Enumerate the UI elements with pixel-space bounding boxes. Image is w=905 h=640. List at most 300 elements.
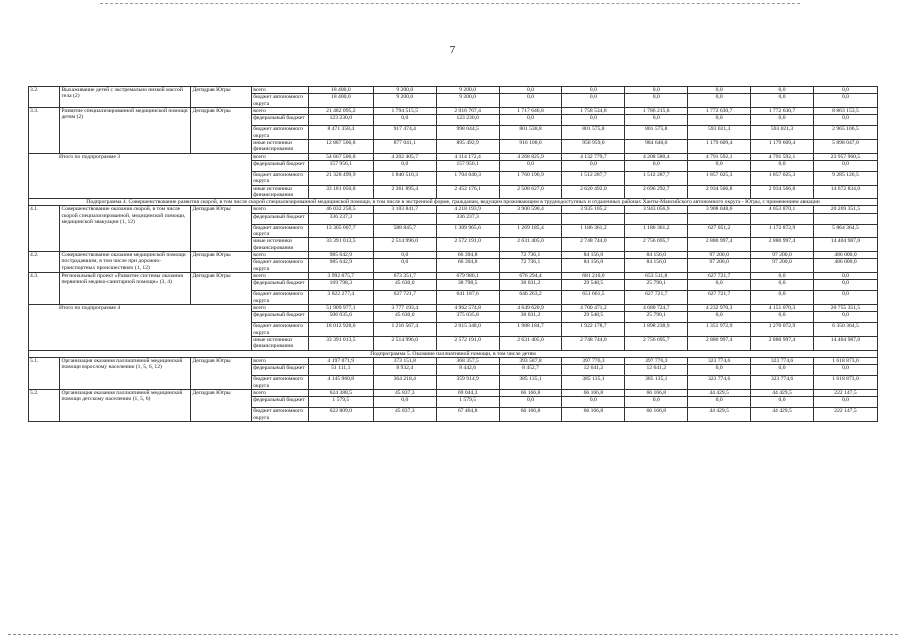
- amount-cell: 397 776,3: [625, 357, 688, 364]
- amount-cell: 0,0: [688, 94, 751, 108]
- amount-cell: 3 908 048,6: [688, 206, 751, 213]
- amount-cell: 385 135,1: [625, 376, 688, 390]
- measure-name: Региональный проект «Развитие системы оказания первичной медико-санитарной помощи» (3, 4): [60, 273, 191, 305]
- amount-cell: 84 156,0: [625, 252, 688, 259]
- amount-cell: 0,0: [373, 160, 436, 171]
- amount-cell: [373, 213, 436, 224]
- amount-cell: 4 791 592,1: [688, 153, 751, 160]
- amount-cell: 25 790,1: [625, 312, 688, 323]
- amount-cell: 4 268 825,9: [499, 153, 562, 160]
- amount-cell: 956 959,0: [562, 139, 625, 153]
- amount-cell: 0,0: [499, 94, 562, 108]
- amount-cell: 51 909 977,1: [308, 304, 373, 311]
- amount-cell: 627 051,2: [688, 224, 751, 238]
- funding-source: всего: [252, 389, 309, 396]
- amount-cell: 336 237,3: [308, 213, 373, 224]
- amount-cell: 3 822 277,4: [308, 291, 373, 305]
- amount-cell: 916 108,0: [499, 139, 562, 153]
- amount-cell: 2 748 744,0: [562, 238, 625, 252]
- amount-cell: 1 758 534,8: [562, 107, 625, 114]
- amount-cell: 18 012 928,0: [308, 323, 373, 337]
- amount-cell: 0,0: [751, 87, 814, 94]
- amount-cell: 2 514 996,0: [373, 336, 436, 350]
- amount-cell: 646 263,2: [499, 291, 562, 305]
- amount-cell: 627 721,7: [625, 291, 688, 305]
- amount-cell: 985 642,9: [308, 259, 373, 273]
- amount-cell: 375 035,8: [436, 312, 499, 323]
- amount-cell: 38 798,5: [436, 280, 499, 291]
- funding-source: бюджет автономного округа: [252, 224, 309, 238]
- amount-cell: [813, 213, 877, 224]
- amount-cell: 4 053 870,1: [751, 206, 814, 213]
- executor: Депздрав Югры: [191, 107, 252, 153]
- funding-source: бюджет автономного округа: [252, 323, 309, 337]
- amount-cell: 486 000,0: [813, 259, 877, 273]
- amount-cell: 679 986,1: [436, 273, 499, 280]
- amount-cell: 97 200,0: [751, 252, 814, 259]
- amount-cell: 1 270 072,9: [751, 323, 814, 337]
- subprogram-total-label: Итого по подпрограмме 3: [29, 153, 252, 199]
- amount-cell: 222 147,5: [813, 389, 877, 396]
- amount-cell: 998 044,5: [436, 126, 499, 140]
- subprogram-heading: Подпрограмма 5. Оказание паллиативной помощи, в том числе детям: [29, 350, 878, 357]
- amount-cell: 8 932,4: [373, 365, 436, 376]
- amount-cell: 1 216 567,4: [373, 323, 436, 337]
- amount-cell: 0,0: [813, 397, 877, 408]
- subprogram-heading-row: [29, 199, 878, 206]
- amount-cell: 1 988 184,7: [499, 323, 562, 337]
- funding-source: бюджет автономного округа: [252, 259, 309, 273]
- measure-number: 5.2.: [29, 389, 60, 421]
- amount-cell: 4 962 574,8: [436, 304, 499, 311]
- amount-cell: 0,0: [813, 365, 877, 376]
- amount-cell: 1 351 972,9: [688, 323, 751, 337]
- amount-cell: 14 404 987,0: [813, 238, 877, 252]
- amount-cell: 801 538,8: [499, 126, 562, 140]
- amount-cell: 0,0: [813, 115, 877, 126]
- amount-cell: 4 680 724,7: [625, 304, 688, 311]
- amount-cell: 1 512 287,7: [625, 171, 688, 185]
- amount-cell: 368 357,5: [436, 357, 499, 364]
- funding-source: бюджет автономного округа: [252, 94, 309, 108]
- amount-cell: 9 200,0: [436, 87, 499, 94]
- amount-cell: 84 156,0: [625, 259, 688, 273]
- amount-cell: 13 305 007,7: [308, 224, 373, 238]
- amount-cell: 0,0: [751, 280, 814, 291]
- amount-cell: 2 748 744,0: [562, 336, 625, 350]
- amount-cell: 1 579,5: [308, 397, 373, 408]
- amount-cell: 895 492,9: [436, 139, 499, 153]
- amount-cell: 3 935 105,2: [562, 206, 625, 213]
- amount-cell: 4 649 620,9: [499, 304, 562, 311]
- amount-cell: 33 181 050,8: [308, 185, 373, 199]
- amount-cell: 627 721,7: [373, 291, 436, 305]
- funding-source: федеральный бюджет: [252, 115, 309, 126]
- amount-cell: 1 309 965,6: [436, 224, 499, 238]
- amount-cell: 2 631 405,0: [499, 238, 562, 252]
- amount-cell: 4 791 592,1: [751, 153, 814, 160]
- amount-cell: 0,0: [813, 87, 877, 94]
- amount-cell: 323 774,6: [688, 376, 751, 390]
- funding-source: всего: [252, 87, 309, 94]
- amount-cell: 0,0: [562, 94, 625, 108]
- amount-cell: 917 474,4: [373, 126, 436, 140]
- amount-cell: 0,0: [625, 397, 688, 408]
- amount-cell: 1 186 361,2: [625, 224, 688, 238]
- amount-cell: 359 914,9: [436, 376, 499, 390]
- amount-cell: 393 587,8: [499, 357, 562, 364]
- amount-cell: 4 202 405,7: [373, 153, 436, 160]
- amount-cell: 0,0: [751, 115, 814, 126]
- measure-row: [29, 206, 878, 213]
- amount-cell: 1 898 238,9: [625, 323, 688, 337]
- funding-source: федеральный бюджет: [252, 397, 309, 408]
- amount-cell: 1 186 361,2: [562, 224, 625, 238]
- amount-cell: 8 442,6: [436, 365, 499, 376]
- amount-cell: 23 957 960,5: [813, 153, 877, 160]
- measure-number: 4.2.: [29, 252, 60, 273]
- measure-number: 5.1.: [29, 357, 60, 389]
- amount-cell: 2 880 997,4: [688, 238, 751, 252]
- amount-cell: 222 147,5: [813, 408, 877, 422]
- amount-cell: 45 630,0: [373, 280, 436, 291]
- amount-cell: 593 021,3: [688, 126, 751, 140]
- amount-cell: 627 721,7: [688, 291, 751, 305]
- amount-cell: 984 640,0: [625, 139, 688, 153]
- amount-cell: 1 579,5: [436, 397, 499, 408]
- amount-cell: 1 717 646,8: [499, 107, 562, 114]
- amount-cell: 801 575,8: [562, 126, 625, 140]
- amount-cell: 2 452 176,1: [436, 185, 499, 199]
- funding-source: федеральный бюджет: [252, 213, 309, 224]
- amount-cell: 0,0: [751, 94, 814, 108]
- measure-name: Совершенствование оказания скорой, в том числе скорой специализированной, медицинской помощи, медицинской эвакуации (1, 12): [60, 206, 191, 252]
- measure-row: [29, 107, 878, 114]
- funding-source: иные источники финансирования: [252, 336, 309, 350]
- amount-cell: 681 210,0: [562, 273, 625, 280]
- amount-cell: 4 232 970,3: [688, 304, 751, 311]
- amount-cell: 1 704 040,3: [436, 171, 499, 185]
- amount-cell: 588 845,7: [373, 224, 436, 238]
- funding-source: всего: [252, 304, 309, 311]
- measure-row: [29, 252, 878, 259]
- amount-cell: 29 548,5: [562, 312, 625, 323]
- amount-cell: 72 736,1: [499, 252, 562, 259]
- funding-source: всего: [252, 107, 309, 114]
- funding-source: всего: [252, 273, 309, 280]
- amount-cell: 0,0: [813, 312, 877, 323]
- amount-cell: 9 200,0: [373, 87, 436, 94]
- amount-cell: 3 943 056,9: [625, 206, 688, 213]
- funding-source: бюджет автономного округа: [252, 291, 309, 305]
- amount-cell: 506 035,6: [308, 312, 373, 323]
- amount-cell: [625, 213, 688, 224]
- amount-cell: 12 641,2: [562, 365, 625, 376]
- amount-cell: 33 391 013,5: [308, 238, 373, 252]
- amount-cell: 45 837,3: [373, 389, 436, 396]
- subprogram-heading-row: [29, 350, 878, 357]
- amount-cell: 1 760 196,9: [499, 171, 562, 185]
- amount-cell: 44 429,5: [688, 408, 751, 422]
- amount-cell: 0,0: [813, 160, 877, 171]
- subprogram-heading: Подпрограмма 4. Совершенствование развития скорой, в том числе скорой специализированной медицинской помощи, в том числе в экстренной форме, гражданам, ведущим проживающим в труднодоступных и отдаленных районах Ханты-Мансийского автономного округа - Югры, с применением авиации: [29, 199, 878, 206]
- amount-cell: 1 840 510,3: [373, 171, 436, 185]
- amount-cell: 18 400,0: [308, 94, 373, 108]
- amount-cell: 0,0: [688, 365, 751, 376]
- amount-cell: 0,0: [813, 291, 877, 305]
- executor: Депздрав Югры: [191, 389, 252, 421]
- amount-cell: 486 000,0: [813, 252, 877, 259]
- amount-cell: 1 772 630,7: [751, 107, 814, 114]
- amount-cell: 1 512 287,7: [562, 171, 625, 185]
- amount-cell: 169 798,3: [308, 280, 373, 291]
- amount-cell: 0,0: [751, 397, 814, 408]
- amount-cell: 66 166,8: [562, 408, 625, 422]
- measure-name: Выхаживание детей с экстремально низкой массой тела (2): [60, 87, 191, 108]
- amount-cell: 45 837,3: [373, 408, 436, 422]
- funding-source: бюджет автономного округа: [252, 408, 309, 422]
- amount-cell: 0,0: [373, 115, 436, 126]
- amount-cell: 2 016 767,4: [436, 107, 499, 114]
- amount-cell: 5 898 047,0: [813, 139, 877, 153]
- amount-cell: 84 156,0: [562, 259, 625, 273]
- amount-cell: 14 672 834,0: [813, 185, 877, 199]
- amount-cell: [562, 213, 625, 224]
- amount-cell: 4 114 172,4: [436, 153, 499, 160]
- amount-cell: 66 166,8: [625, 408, 688, 422]
- funding-source: федеральный бюджет: [252, 312, 309, 323]
- amount-cell: 985 642,9: [308, 252, 373, 259]
- amount-cell: 0,0: [625, 94, 688, 108]
- amount-cell: 0,0: [813, 273, 877, 280]
- amount-cell: 2 880 997,4: [751, 336, 814, 350]
- amount-cell: 0,0: [562, 160, 625, 171]
- amount-cell: 0,0: [499, 115, 562, 126]
- amount-cell: 0,0: [751, 365, 814, 376]
- amount-cell: 4 151 070,3: [751, 304, 814, 311]
- amount-cell: 67 464,8: [436, 408, 499, 422]
- amount-cell: 653 511,8: [625, 273, 688, 280]
- executor: Депздрав Югры: [191, 206, 252, 252]
- amount-cell: 2 572 191,0: [436, 336, 499, 350]
- amount-cell: 323 774,6: [751, 376, 814, 390]
- amount-cell: 18 400,0: [308, 87, 373, 94]
- measure-row: [29, 357, 878, 364]
- amount-cell: 51 111,1: [308, 365, 373, 376]
- amount-cell: 397 776,3: [562, 357, 625, 364]
- amount-cell: 2 756 695,7: [625, 238, 688, 252]
- amount-cell: 1 786 215,8: [625, 107, 688, 114]
- measure-row: [29, 273, 878, 280]
- executor: Депздрав Югры: [191, 273, 252, 305]
- amount-cell: 1 857 025,3: [751, 171, 814, 185]
- amount-cell: 97 200,0: [751, 259, 814, 273]
- amount-cell: 801 575,8: [625, 126, 688, 140]
- amount-cell: 336 237,3: [436, 213, 499, 224]
- amount-cell: 44 429,5: [751, 389, 814, 396]
- amount-cell: 0,0: [499, 87, 562, 94]
- amount-cell: 2 514 996,0: [373, 238, 436, 252]
- total-row: [29, 304, 878, 311]
- amount-cell: 21 328 499,9: [308, 171, 373, 185]
- measure-row: [29, 87, 878, 94]
- funding-source: иные источники финансирования: [252, 238, 309, 252]
- amount-cell: 673 351,7: [373, 273, 436, 280]
- amount-cell: 69 044,3: [436, 389, 499, 396]
- amount-cell: 0,0: [688, 160, 751, 171]
- funding-source: иные источники финансирования: [252, 185, 309, 199]
- amount-cell: 1 772 630,7: [688, 107, 751, 114]
- amount-cell: 0,0: [373, 252, 436, 259]
- amount-cell: 1 269 185,4: [499, 224, 562, 238]
- amount-cell: 1 179 609,4: [751, 139, 814, 153]
- amount-cell: 385 135,1: [499, 376, 562, 390]
- amount-cell: 3 900 590,4: [499, 206, 562, 213]
- amount-cell: 30 031,2: [499, 280, 562, 291]
- amount-cell: 2 361 895,4: [373, 185, 436, 199]
- amount-cell: [499, 213, 562, 224]
- amount-cell: 0,0: [625, 115, 688, 126]
- amount-cell: 641 187,6: [436, 291, 499, 305]
- measure-name: Организация оказания паллиативной медицинской помощи детскому населению (1, 5, 6): [60, 389, 191, 421]
- amount-cell: 123 230,0: [308, 115, 373, 126]
- total-row: [29, 153, 878, 160]
- measure-name: Совершенствование оказания медицинской помощи пострадавшим, в том числе при дорожно-транспортных происшествиях (1, 12): [60, 252, 191, 273]
- amount-cell: 2 934 566,8: [688, 185, 751, 199]
- amount-cell: 157 956,1: [308, 160, 373, 171]
- amount-cell: 0,0: [562, 115, 625, 126]
- budget-table-sheet: [28, 86, 878, 422]
- amount-cell: 0,0: [562, 397, 625, 408]
- funding-source: всего: [252, 357, 309, 364]
- amount-cell: 6 350 364,5: [813, 323, 877, 337]
- amount-cell: 2 696 292,7: [625, 185, 688, 199]
- amount-cell: 1 922 178,7: [562, 323, 625, 337]
- amount-cell: 0,0: [373, 259, 436, 273]
- amount-cell: 9 200,0: [436, 94, 499, 108]
- amount-cell: 20 269 351,5: [813, 206, 877, 213]
- measure-number: 4.3.: [29, 273, 60, 305]
- amount-cell: 12 641,2: [625, 365, 688, 376]
- amount-cell: 364 218,4: [373, 376, 436, 390]
- amount-cell: 1 172 872,9: [751, 224, 814, 238]
- amount-cell: 44 429,5: [688, 389, 751, 396]
- amount-cell: 157 956,1: [436, 160, 499, 171]
- amount-cell: 3 103 841,7: [373, 206, 436, 213]
- amount-cell: 5 864 364,5: [813, 224, 877, 238]
- amount-cell: 8 863 153,5: [813, 107, 877, 114]
- amount-cell: 2 880 997,4: [751, 238, 814, 252]
- amount-cell: 66 166,8: [499, 389, 562, 396]
- measure-number: 3.3.: [29, 107, 60, 153]
- amount-cell: 20 755 351,5: [813, 304, 877, 311]
- executor: Депздрав Югры: [191, 357, 252, 389]
- amount-cell: 1 794 515,5: [373, 107, 436, 114]
- amount-cell: 2 572 191,0: [436, 238, 499, 252]
- measure-number: 4.1.: [29, 206, 60, 252]
- amount-cell: 676 294,4: [499, 273, 562, 280]
- amount-cell: 97 200,0: [688, 259, 751, 273]
- amount-cell: 4 145 960,8: [308, 376, 373, 390]
- amount-cell: 3 777 193,4: [373, 304, 436, 311]
- subprogram-total-label: Итого по подпрограмме 4: [29, 304, 252, 350]
- amount-cell: 651 661,5: [562, 291, 625, 305]
- amount-cell: 622 809,0: [308, 408, 373, 422]
- amount-cell: 0,0: [625, 160, 688, 171]
- funding-source: федеральный бюджет: [252, 160, 309, 171]
- page-number: 7: [449, 44, 456, 56]
- funding-source: всего: [252, 206, 309, 213]
- amount-cell: 0,0: [751, 160, 814, 171]
- funding-source: бюджет автономного округа: [252, 171, 309, 185]
- measure-name: Развитие специализированной медицинской помощи детям (2): [60, 107, 191, 153]
- amount-cell: 4 208 580,4: [625, 153, 688, 160]
- funding-source: всего: [252, 252, 309, 259]
- amount-cell: 29 548,5: [562, 280, 625, 291]
- amount-cell: 0,0: [625, 87, 688, 94]
- measure-number: 3.2.: [29, 87, 60, 108]
- amount-cell: 0,0: [499, 160, 562, 171]
- amount-cell: 4 218 193,9: [436, 206, 499, 213]
- measure-row: [29, 389, 878, 396]
- amount-cell: 2 756 695,7: [625, 336, 688, 350]
- amount-cell: 66 394,8: [436, 259, 499, 273]
- scan-edge-top: [100, 3, 800, 6]
- amount-cell: 123 230,0: [436, 115, 499, 126]
- measure-name: Организация оказания паллиативной медицинской помощи взрослому населению (1, 5, 6, 12): [60, 357, 191, 389]
- amount-cell: 21 482 095,2: [308, 107, 373, 114]
- amount-cell: 0,0: [688, 312, 751, 323]
- amount-cell: 45 630,0: [373, 312, 436, 323]
- amount-cell: 33 391 013,5: [308, 336, 373, 350]
- amount-cell: 2 965 106,5: [813, 126, 877, 140]
- scan-edge-bottom: [8, 634, 898, 637]
- amount-cell: 0,0: [373, 397, 436, 408]
- amount-cell: 9 200,0: [373, 94, 436, 108]
- amount-cell: 14 404 987,0: [813, 336, 877, 350]
- amount-cell: 0,0: [813, 94, 877, 108]
- amount-cell: 25 790,1: [625, 280, 688, 291]
- amount-cell: 1 618 873,0: [813, 357, 877, 364]
- amount-cell: 1 857 025,3: [688, 171, 751, 185]
- amount-cell: 627 721,7: [688, 273, 751, 280]
- amount-cell: 0,0: [688, 115, 751, 126]
- amount-cell: 0,0: [688, 87, 751, 94]
- amount-cell: 323 774,6: [688, 357, 751, 364]
- amount-cell: 72 736,1: [499, 259, 562, 273]
- amount-cell: 0,0: [751, 291, 814, 305]
- amount-cell: 0,0: [751, 273, 814, 280]
- amount-cell: 30 031,2: [499, 312, 562, 323]
- amount-cell: 0,0: [688, 397, 751, 408]
- amount-cell: 66 166,8: [625, 389, 688, 396]
- amount-cell: [688, 213, 751, 224]
- funding-source: федеральный бюджет: [252, 365, 309, 376]
- amount-cell: 593 021,3: [751, 126, 814, 140]
- amount-cell: 66 166,8: [562, 389, 625, 396]
- amount-cell: [751, 213, 814, 224]
- amount-cell: 66 394,8: [436, 252, 499, 259]
- amount-cell: 1 179 609,4: [688, 139, 751, 153]
- amount-cell: 97 200,0: [688, 252, 751, 259]
- executor: Депздрав Югры: [191, 252, 252, 273]
- amount-cell: 323 774,6: [751, 357, 814, 364]
- amount-cell: 877 041,1: [373, 139, 436, 153]
- amount-cell: 44 429,5: [751, 408, 814, 422]
- amount-cell: 8 471 358,4: [308, 126, 373, 140]
- amount-cell: 0,0: [813, 280, 877, 291]
- amount-cell: 2 015 348,0: [436, 323, 499, 337]
